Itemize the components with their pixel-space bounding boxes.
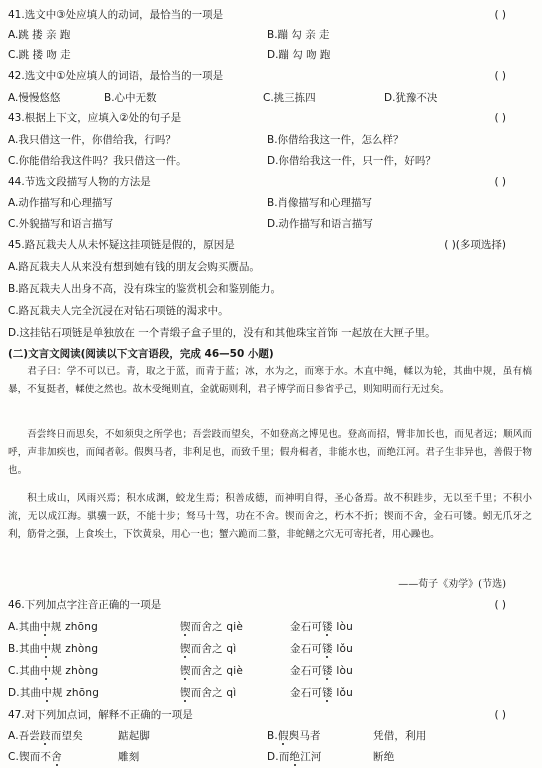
- options-row: [0, 131, 542, 149]
- phrase-2: 锲而舍之 qiè: [180, 665, 243, 677]
- phonetic-option-row: [0, 684, 542, 702]
- answer-paren: ( ): [494, 709, 506, 721]
- question-46: [0, 596, 542, 614]
- phrase-2: 锲而舍之 qiè: [180, 621, 243, 633]
- option-c-gloss: 雕刻: [118, 751, 140, 763]
- option-b-text: B.路瓦栽夫人出身不高，没有珠宝的鉴赏机会和鉴别能力。: [8, 283, 282, 295]
- section-heading: [0, 345, 542, 363]
- passage-paragraph-3: 积土成山，风雨兴焉；积水成渊，蛟龙生焉；积善成德，而神明自得，圣心备焉。故不积跬步，无以至千里；不积小流，无以成江海。骐骥一跃，不能十步；驽马十驾，功在不舍。锲而舍之，朽木不折；锲而不舍，金石可镂。蚓无爪牙之利，筋骨之强，上食埃土，下饮黄泉，用心一也；蟹六跪而二螯，非蛇鳝之穴无可寄托者，用心躁也。: [8, 493, 532, 540]
- question-43: [0, 109, 542, 127]
- option-d: [0, 324, 542, 342]
- options-row: [0, 152, 542, 170]
- option-b: B.蹦 勾 亲 走: [267, 29, 330, 41]
- passage-source: ——荀子《劝学》(节选): [398, 579, 506, 590]
- question-47: [0, 706, 542, 724]
- question-45: [0, 236, 542, 254]
- options-row: [0, 194, 542, 212]
- phrase-3: 金石可镂 lòu: [290, 665, 353, 677]
- question-stem: 45.路瓦栽夫人从未怀疑这挂项链是假的，原因是: [8, 239, 235, 251]
- options-row: [0, 89, 542, 107]
- option-d: D.蹦 勾 吻 跑: [267, 49, 331, 61]
- passage-paragraph-1: 君子曰：学不可以已。青，取之于蓝，而青于蓝；冰，水为之，而寒于水。木直中绳，輮以为轮，其曲中规，虽有槁暴，不复挺者，輮使之然也。故木受绳则直，金就砺则利，君子博学而日参省乎己，则知明而行无过矣。: [8, 366, 532, 395]
- options-row: [0, 748, 542, 766]
- options-row: [0, 215, 542, 233]
- answer-paren: ( )(多项选择): [444, 239, 506, 251]
- option-b: B.你借给我这一件，怎么样？: [267, 134, 404, 146]
- option-c: C.你能借给我这件吗？我只借这一件。: [8, 155, 187, 167]
- phrase-2: 锲而舍之 qì: [180, 643, 237, 655]
- option-b-gloss: 凭借，利用: [373, 730, 427, 742]
- option-b: B.心中无数: [104, 92, 157, 104]
- option-a: A.我只借这一件，你借给我，行吗？: [8, 134, 176, 146]
- option-d: D.动作描写和语言描写: [267, 218, 373, 230]
- option-a: A.吾尝跂而望矣: [8, 730, 83, 742]
- phrase-1: A.其曲中规 zhōng: [8, 621, 98, 633]
- option-d-gloss: 断绝: [373, 751, 395, 763]
- phrase-1: C.其曲中规 zhòng: [8, 665, 99, 677]
- phrase-3: 金石可镂 lǒu: [290, 643, 353, 655]
- question-stem: 46.下列加点字注音正确的一项是: [8, 599, 162, 611]
- passage-paragraph-2: 吾尝终日而思矣，不如须臾之所学也；吾尝跂而望矣，不如登高之博见也。登高而招，臂非加长也，而见者远；顺风而呼，声非加疾也，而闻者彰。假舆马者，非利足也，而致千里；假舟楫者，非能水也，而绝江河。君子生非异也，善假于物也。: [8, 429, 532, 476]
- phrase-3: 金石可镂 lòu: [290, 621, 353, 633]
- options-row: [0, 46, 542, 64]
- option-d: D.你借给我这一件，只一件，好吗？: [267, 155, 436, 167]
- answer-paren: ( ): [494, 9, 506, 21]
- phonetic-option-row: [0, 640, 542, 658]
- section-title: (二)文言文阅读(阅读以下文言语段，完成 46—50 小题): [8, 348, 274, 360]
- option-d: D.犹豫不决: [384, 92, 438, 104]
- phonetic-option-row: [0, 618, 542, 636]
- question-41: [0, 6, 542, 24]
- question-44: [0, 173, 542, 191]
- answer-paren: ( ): [494, 70, 506, 82]
- option-c-text: C.路瓦栽夫人完全沉浸在对钻石项链的渴求中。: [8, 305, 229, 317]
- option-d-text: D.这挂钻石项链是单独放在 一个青缎子盒子里的，没有和其他珠宝首饰 一起放在大匣子里。: [8, 327, 436, 339]
- phrase-1: B.其曲中规 zhòng: [8, 643, 99, 655]
- option-c: [0, 302, 542, 320]
- option-b: B.假舆马者: [267, 730, 321, 742]
- question-stem: 47.对下列加点词，解释不正确的一项是: [8, 709, 193, 721]
- phonetic-option-row: [0, 662, 542, 680]
- question-42: [0, 67, 542, 85]
- option-b: B.肖像描写和心理描写: [267, 197, 373, 209]
- option-a: A.慢慢悠悠: [8, 92, 61, 104]
- question-stem: 44.节选文段描写人物的方法是: [8, 176, 151, 188]
- question-stem: 42.选文中①处应填人的词语，最恰当的一项是: [8, 70, 224, 82]
- option-c: C.锲而不舍: [8, 751, 62, 763]
- option-a: [0, 258, 542, 276]
- option-a-gloss: 踮起脚: [118, 730, 151, 742]
- question-stem: 43.根据上下文，应填入②处的句子是: [8, 112, 182, 124]
- option-c: C.跳 搂 吻 走: [8, 49, 71, 61]
- option-a-text: A.路瓦栽夫人从来没有想到她有钱的朋友会购买赝品。: [8, 261, 260, 273]
- passage-source-line: [0, 576, 542, 594]
- option-a: A.跳 搂 亲 跑: [8, 29, 71, 41]
- option-c: C.外貌描写和语言描写: [8, 218, 114, 230]
- answer-paren: ( ): [494, 112, 506, 124]
- question-stem: 41.选文中③处应填人的动词，最恰当的一项是: [8, 9, 224, 21]
- answer-paren: ( ): [494, 176, 506, 188]
- option-c: C.挑三拣四: [263, 92, 316, 104]
- answer-paren: ( ): [494, 599, 506, 611]
- option-d: D.而绝江河: [267, 751, 322, 763]
- options-row: [0, 727, 542, 745]
- options-row: [0, 26, 542, 44]
- phrase-2: 锲而舍之 qì: [180, 687, 237, 699]
- option-b: [0, 280, 542, 298]
- option-a: A.动作描写和心理描写: [8, 197, 113, 209]
- phrase-1: D.其曲中规 zhōng: [8, 687, 100, 699]
- phrase-3: 金石可镂 lǒu: [290, 687, 353, 699]
